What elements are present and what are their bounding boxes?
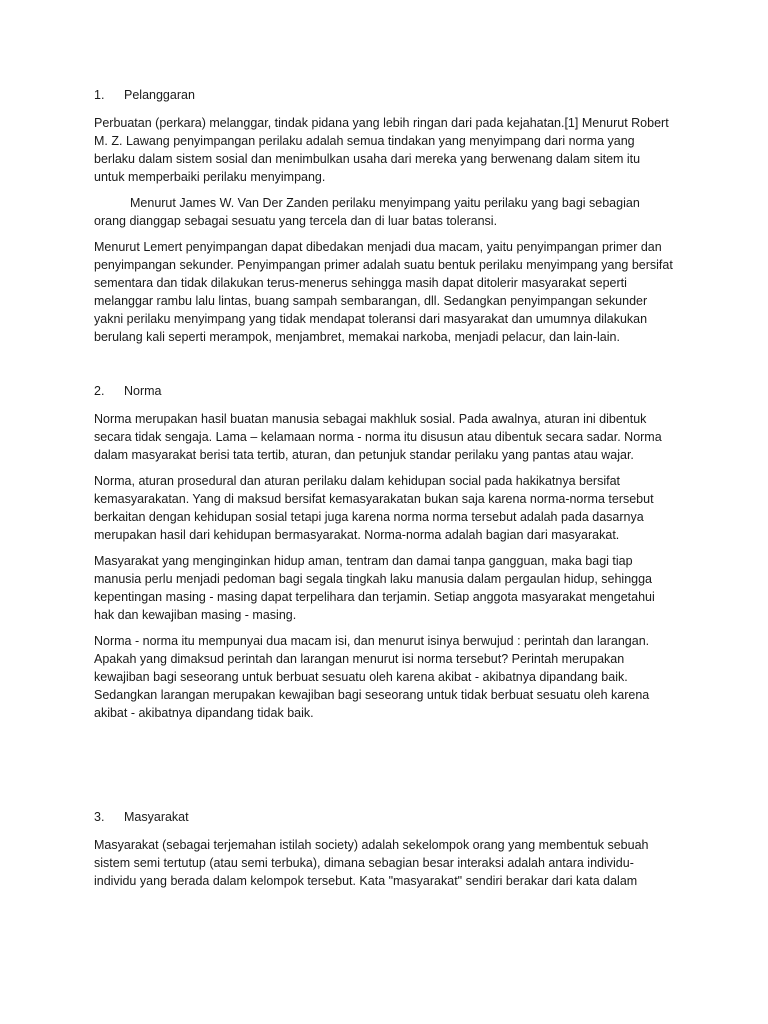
section-heading-masyarakat — [94, 808, 674, 826]
section-number: 1. — [94, 88, 105, 102]
paragraph: Norma, aturan prosedural dan aturan perilaku dalam kehidupan social pada hakikatnya bersifat kemasyarakatan. Yang di maksud bersifat kemasyarakatan bukan saja karena norma-norma tersebut berkaitan dengan kehidupan sosial tetapi juga karena norma norma tersebut adalah pada dasarnya merupakan hasil dari kehidupan bermasyarakat. Norma-norma adalah bagian dari masyarakat. — [94, 474, 654, 542]
section-heading-pelanggaran — [94, 86, 674, 104]
paragraph: Masyarakat (sebagai terjemahan istilah society) adalah sekelompok orang yang membentuk sebuah sistem semi tertutup (atau semi terbuka), dimana sebagian besar interaksi adalah antara individu-individu yang berada dalam kelompok tersebut. Kata "masyarakat" sendiri berakar dari kata dalam — [94, 838, 649, 888]
paragraph: Norma merupakan hasil buatan manusia sebagai makhluk sosial. Pada awalnya, aturan ini dibentuk secara tidak sengaja. Lama – kelamaan norma - norma itu disusun atau dibentuk secara sadar. Norma dalam masyarakat berisi tata tertib, aturan, dan petunjuk standar perilaku yang pantas atau wajar. — [94, 412, 662, 462]
paragraph: Masyarakat yang menginginkan hidup aman, tentram dan damai tanpa gangguan, maka bagi tiap manusia perlu menjadi pedoman bagi segala tingkah laku manusia dalam pergaulan hidup, sehingga kepentingan masing - masing dapat terpelihara dan terjamin. Setiap anggota masyarakat mengetahui hak dan kewajiban masing - masing. — [94, 554, 655, 622]
section-number: 2. — [94, 384, 105, 398]
document-page — [94, 86, 674, 890]
paragraph: Menurut James W. Van Der Zanden perilaku menyimpang yaitu perilaku yang bagi sebagian orang dianggap sebagai sesuatu yang tercela dan di luar batas toleransi. — [94, 196, 640, 228]
section-title: Norma — [124, 384, 162, 398]
section-number: 3. — [94, 810, 105, 824]
paragraph: Menurut Lemert penyimpangan dapat dibedakan menjadi dua macam, yaitu penyimpangan primer dan penyimpangan sekunder. Penyimpangan primer adalah suatu bentuk perilaku menyimpang yang bersifat sementara dan tidak dilakukan terus-menerus sehingga masih dapat ditolerir masyarakat seperti melanggar rambu lalu lintas, buang sampah sembarangan, dll. Sedangkan penyimpangan sekunder yakni perilaku menyimpang yang tidak mendapat toleransi dari masyarakat dan umumnya dilakukan berulang kali seperti merampok, menjambret, memakai narkoba, menjadi pelacur, dan lain-lain. — [94, 240, 673, 344]
section-title: Masyarakat — [124, 810, 189, 824]
paragraph: Norma - norma itu mempunyai dua macam isi, dan menurut isinya berwujud : perintah dan larangan. Apakah yang dimaksud perintah dan larangan menurut isi norma tersebut? Perintah merupakan kewajiban bagi seseorang untuk berbuat sesuatu oleh karena akibat - akibatnya dipandang baik. Sedangkan larangan merupakan kewajiban bagi seseorang untuk tidak berbuat sesuatu oleh karena akibat - akibatnya dipandang tidak baik. — [94, 634, 650, 720]
section-title: Pelanggaran — [124, 88, 195, 102]
section-heading-norma — [94, 382, 674, 400]
paragraph: Perbuatan (perkara) melanggar, tindak pidana yang lebih ringan dari pada kejahatan.[1] Menurut Robert M. Z. Lawang penyimpangan perilaku adalah semua tindakan yang menyimpang dari norma yang berlaku dalam sistem sosial dan menimbulkan usaha dari mereka yang berwenang dalam sitem itu untuk memperbaiki perilaku menyimpang. — [94, 116, 669, 184]
